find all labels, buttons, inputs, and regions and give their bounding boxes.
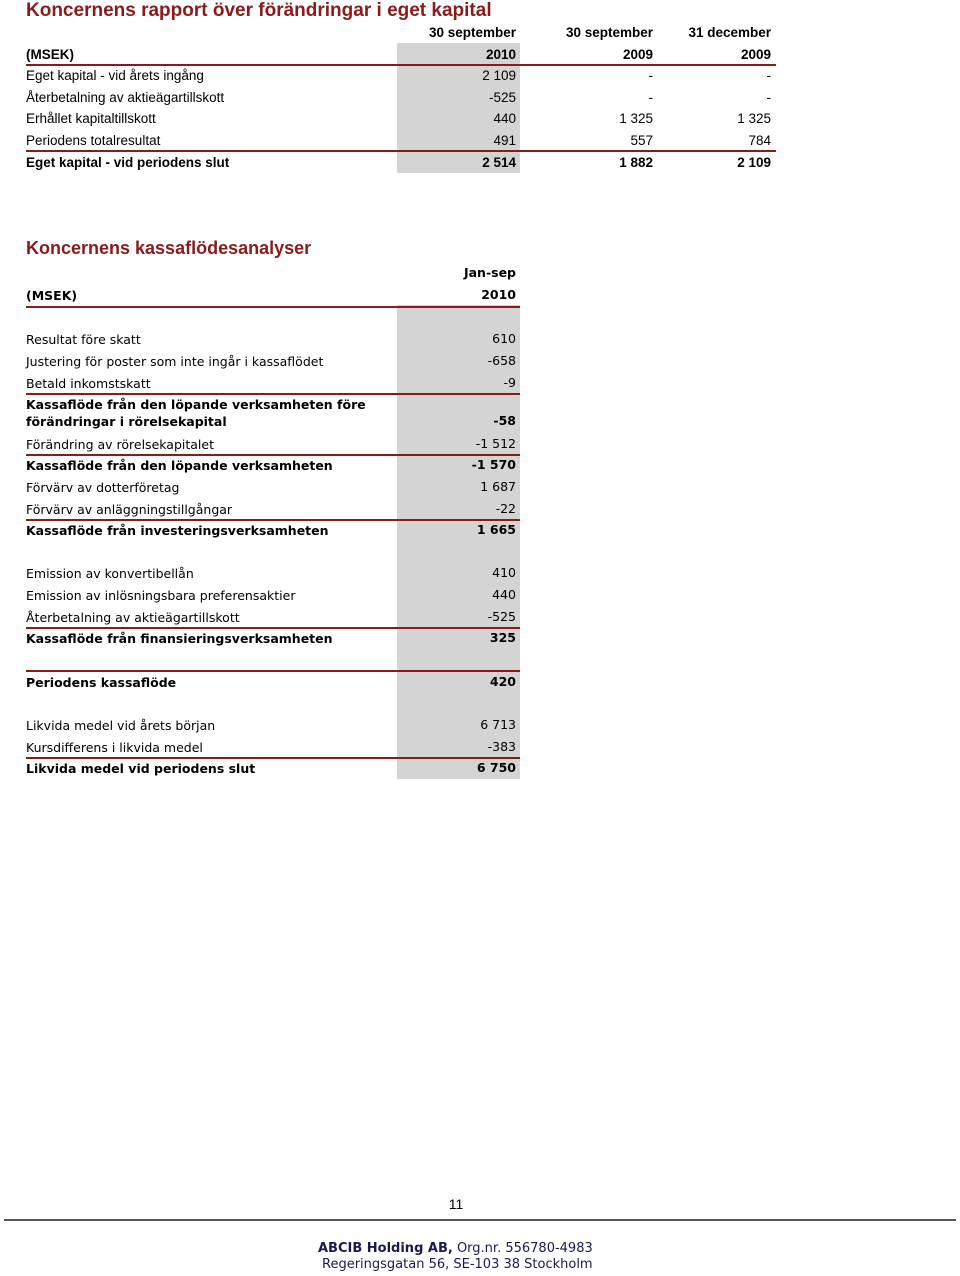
row-label: Likvida medel vid årets början: [26, 718, 216, 733]
row-label: Eget kapital - vid periodens slut: [26, 155, 230, 170]
row-value: -: [648, 68, 653, 83]
row-label: Kassaflöde från investeringsverksamheten: [26, 523, 329, 538]
row-value: -1 570: [471, 457, 516, 472]
page-number: 11: [448, 1196, 464, 1212]
footer-orgnr: Org.nr. 556780-4983: [452, 1241, 593, 1256]
cashflow-unit-label: (MSEK): [26, 288, 78, 303]
row-value: 440: [493, 111, 516, 126]
row-value: 2 109: [737, 155, 771, 170]
table-row-total: [26, 153, 776, 174]
row-value: 2 109: [482, 68, 516, 83]
row-label: Emission av konvertibellån: [26, 566, 194, 581]
row-label: Kassaflöde från den löpande verksamheten före: [26, 397, 366, 412]
row-value: -: [766, 90, 771, 105]
equity-col-year: 2009: [622, 47, 653, 62]
equity-col-header: 30 september: [428, 25, 516, 40]
row-label: Periodens totalresultat: [26, 133, 161, 148]
row-value: 1 687: [480, 479, 516, 494]
row-value: 1 665: [476, 522, 516, 537]
row-rule: [26, 627, 520, 629]
row-value: -525: [487, 609, 516, 624]
row-label: Eget kapital - vid årets ingång: [26, 68, 204, 83]
row-rule: [26, 757, 520, 759]
row-value: 557: [630, 133, 653, 148]
equity-header-row-year: [26, 45, 776, 66]
equity-report-title: Koncernens rapport över förändringar i eget kapital: [26, 0, 492, 21]
row-label: Förändring av rörelsekapitalet: [26, 437, 214, 452]
row-value: -: [648, 90, 653, 105]
row-value: 2 514: [482, 155, 516, 170]
row-value: 6 713: [480, 717, 516, 732]
footer-company-line: [318, 1241, 593, 1256]
table-row: [26, 88, 776, 109]
row-rule: [26, 454, 520, 456]
footer-company-name: ABCIB Holding AB,: [318, 1241, 453, 1256]
row-rule: [26, 393, 520, 395]
row-value: 410: [492, 565, 516, 580]
cashflow-header-rule: [26, 306, 520, 308]
footer-address: Regeringsgatan 56, SE-103 38 Stockholm: [322, 1257, 593, 1272]
row-label: Återbetalning av aktieägartillskott: [26, 90, 225, 105]
equity-unit-label: (MSEK): [26, 47, 74, 62]
row-value: -658: [487, 353, 516, 368]
cashflow-title: Koncernens kassaflödesanalyser: [26, 238, 312, 258]
table-row: [26, 131, 776, 152]
row-value: 784: [748, 133, 771, 148]
row-label: Återbetalning av aktieägartillskott: [26, 610, 240, 625]
row-value: 610: [492, 331, 516, 346]
row-value: 440: [492, 587, 516, 602]
row-label: Periodens kassaflöde: [26, 675, 177, 690]
row-label: Förvärv av anläggningstillgångar: [26, 502, 233, 517]
row-label: Resultat före skatt: [26, 332, 141, 347]
row-value: -9: [503, 375, 516, 390]
equity-total-rule: [26, 150, 776, 152]
row-value: 1 325: [619, 111, 653, 126]
cashflow-col-year: 2010: [481, 287, 516, 302]
row-label-line2: förändringar i rörelsekapital: [26, 414, 227, 429]
row-value: -1 512: [475, 436, 516, 451]
row-value: -22: [495, 501, 516, 516]
row-label: Emission av inlösningsbara preferensaktier: [26, 588, 296, 603]
row-value: -58: [493, 413, 516, 428]
row-label: Likvida medel vid periodens slut: [26, 761, 256, 776]
row-label: Justering för poster som inte ingår i kassaflödet: [26, 354, 324, 369]
footer-divider: [4, 1219, 956, 1221]
row-value: 1 882: [619, 155, 653, 170]
row-label: Kursdifferens i likvida medel: [26, 740, 203, 755]
equity-col-year: 2009: [740, 47, 771, 62]
cashflow-col-header: Jan-sep: [463, 265, 516, 280]
row-label: Förvärv av dotterföretag: [26, 480, 180, 495]
row-value: 1 325: [737, 111, 771, 126]
row-value: -525: [488, 90, 516, 105]
row-rule: [26, 519, 520, 521]
row-label: Erhållet kapitaltillskott: [26, 111, 156, 126]
row-value: 491: [493, 133, 516, 148]
equity-col-header: 31 december: [688, 25, 771, 40]
table-row: [26, 66, 776, 87]
row-value: -: [766, 68, 771, 83]
row-value: 325: [489, 630, 516, 645]
row-label: Kassaflöde från den löpande verksamheten: [26, 458, 333, 473]
equity-header-row-period: [26, 23, 776, 44]
row-rule: [26, 670, 520, 672]
row-label: Betald inkomstskatt: [26, 376, 151, 391]
table-row: [26, 109, 776, 130]
equity-col-year: 2010: [485, 47, 516, 62]
row-value: 420: [489, 674, 516, 689]
row-value: -383: [487, 739, 516, 754]
row-label: Kassaflöde från finansieringsverksamheten: [26, 631, 333, 646]
row-value: 6 750: [476, 760, 516, 775]
equity-col-header: 30 september: [565, 25, 653, 40]
